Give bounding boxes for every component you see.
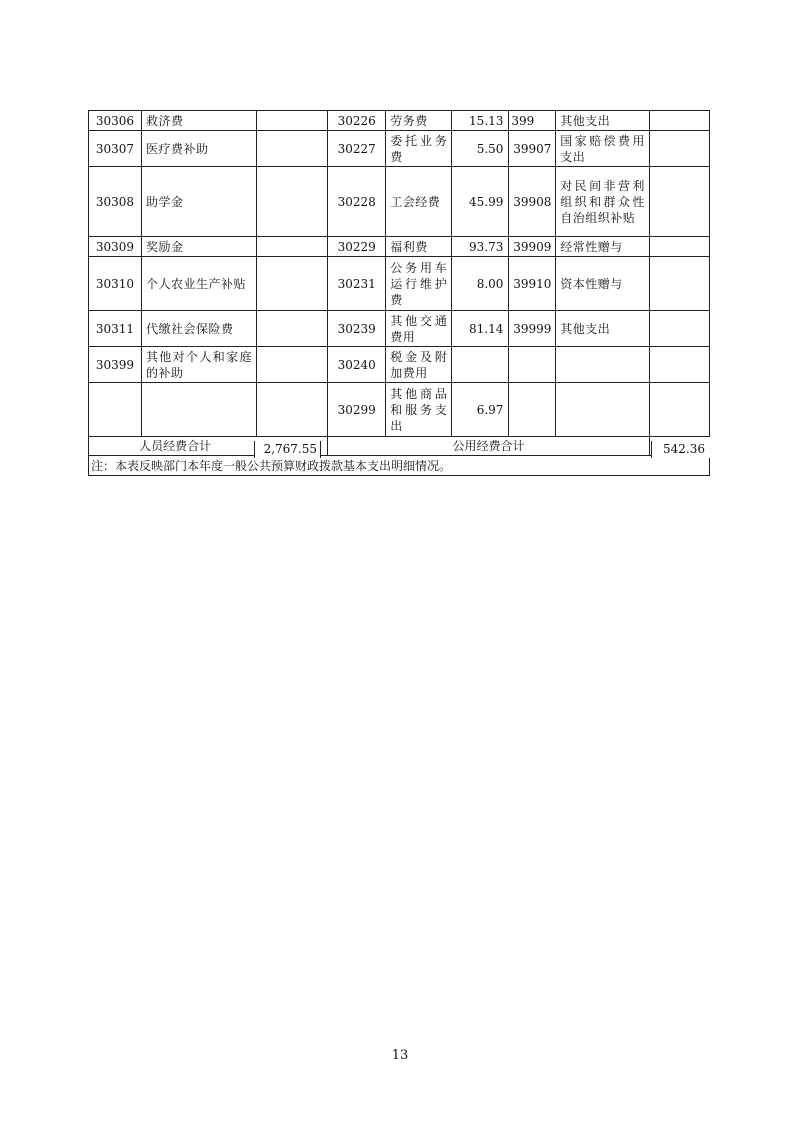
amount-cell — [649, 347, 709, 383]
item-name-cell: 代缴社会保险费 — [141, 311, 256, 347]
item-name-cell: 劳务费 — [386, 111, 452, 131]
amount-cell — [256, 237, 327, 257]
personnel-total-value: 2,767.55 — [254, 441, 321, 458]
table-row — [89, 167, 710, 237]
code-cell: 39909 — [509, 237, 556, 257]
item-name-cell: 救济费 — [141, 111, 256, 131]
table-row — [89, 131, 710, 167]
code-cell: 30229 — [328, 237, 386, 257]
table-row — [89, 111, 710, 131]
item-name-cell: 个人农业生产补贴 — [141, 257, 256, 311]
code-cell — [509, 383, 556, 437]
amount-cell: 6.97 — [452, 383, 509, 437]
public-total-label: 公用经费合计 — [328, 437, 650, 456]
code-cell: 39999 — [509, 311, 556, 347]
budget-detail-table — [88, 110, 710, 476]
code-cell: 30307 — [89, 131, 142, 167]
item-name-cell — [556, 383, 650, 437]
item-name-cell: 工会经费 — [386, 167, 452, 237]
amount-cell — [256, 347, 327, 383]
item-name-cell: 税金及附加费用 — [386, 347, 452, 383]
table-row — [89, 257, 710, 311]
amount-cell: 45.99 — [452, 167, 509, 237]
amount-cell — [256, 131, 327, 167]
amount-cell — [649, 383, 709, 437]
code-cell: 30226 — [328, 111, 386, 131]
table-note: 注：本表反映部门本年度一般公共预算财政拨款基本支出明细情况。 — [89, 456, 710, 476]
page-number: 13 — [391, 1048, 409, 1063]
code-cell — [89, 383, 142, 437]
table-row — [89, 383, 710, 437]
table-row — [89, 237, 710, 257]
amount-cell — [649, 167, 709, 237]
code-cell: 30240 — [328, 347, 386, 383]
item-name-cell: 助学金 — [141, 167, 256, 237]
code-cell — [509, 347, 556, 383]
code-cell: 39908 — [509, 167, 556, 237]
item-name-cell: 经常性赠与 — [556, 237, 650, 257]
totals-row — [89, 437, 710, 456]
item-name-cell: 其他支出 — [556, 311, 650, 347]
table-row — [89, 347, 710, 383]
item-name-cell: 公务用车运行维护费 — [386, 257, 452, 311]
code-cell: 30309 — [89, 237, 142, 257]
code-cell: 39907 — [509, 131, 556, 167]
amount-cell — [256, 383, 327, 437]
item-name-cell: 对民间非营利组织和群众性自治组织补贴 — [556, 167, 650, 237]
item-name-cell — [556, 347, 650, 383]
code-cell: 30239 — [328, 311, 386, 347]
amount-cell — [649, 111, 709, 131]
amount-cell — [256, 311, 327, 347]
item-name-cell: 福利费 — [386, 237, 452, 257]
amount-cell — [452, 347, 509, 383]
item-name-cell: 其他对个人和家庭的补助 — [141, 347, 256, 383]
code-cell: 30310 — [89, 257, 142, 311]
amount-cell: 93.73 — [452, 237, 509, 257]
code-cell: 39910 — [509, 257, 556, 311]
code-cell: 399 — [509, 111, 556, 131]
item-name-cell: 其他支出 — [556, 111, 650, 131]
code-cell: 30227 — [328, 131, 386, 167]
item-name-cell: 医疗费补助 — [141, 131, 256, 167]
amount-cell: 81.14 — [452, 311, 509, 347]
amount-cell — [649, 131, 709, 167]
code-cell: 30399 — [89, 347, 142, 383]
code-cell: 30308 — [89, 167, 142, 237]
code-cell: 30228 — [328, 167, 386, 237]
personnel-total-label: 人员经费合计 — [89, 437, 328, 456]
amount-cell — [649, 237, 709, 257]
amount-cell — [256, 167, 327, 237]
code-cell: 30311 — [89, 311, 142, 347]
amount-cell — [649, 257, 709, 311]
item-name-cell: 奖励金 — [141, 237, 256, 257]
public-total-value: 542.36 — [651, 441, 710, 458]
amount-cell — [256, 257, 327, 311]
code-cell: 30231 — [328, 257, 386, 311]
code-cell: 30306 — [89, 111, 142, 131]
item-name-cell: 资本性赠与 — [556, 257, 650, 311]
amount-cell: 5.50 — [452, 131, 509, 167]
amount-cell — [649, 311, 709, 347]
item-name-cell: 国家赔偿费用支出 — [556, 131, 650, 167]
item-name-cell: 委托业务费 — [386, 131, 452, 167]
note-row — [89, 456, 710, 476]
item-name-cell: 其他商品和服务支出 — [386, 383, 452, 437]
code-cell: 30299 — [328, 383, 386, 437]
item-name-cell — [141, 383, 256, 437]
item-name-cell: 其他交通费用 — [386, 311, 452, 347]
amount-cell — [256, 111, 327, 131]
table-row — [89, 311, 710, 347]
amount-cell: 8.00 — [452, 257, 509, 311]
amount-cell: 15.13 — [452, 111, 509, 131]
